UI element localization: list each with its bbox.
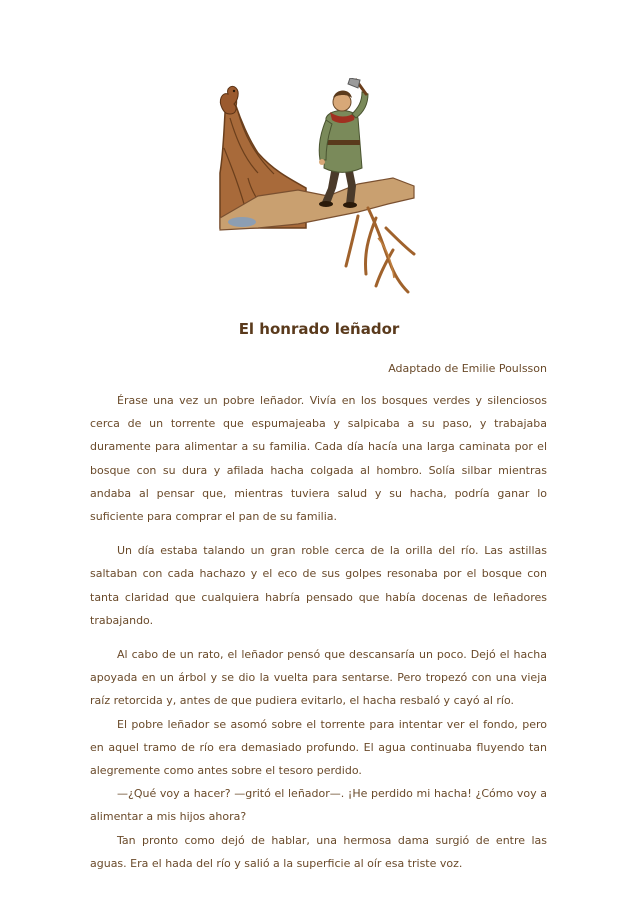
woodcutter-illustration (218, 78, 418, 303)
paragraph: —¿Qué voy a hacer? —gritó el leñador—. ¡He perdido mi hacha! ¿Cómo voy a alimentar a mis hijos ahora? (90, 787, 547, 824)
paragraph: El pobre leñador se asomó sobre el torrente para intentar ver el fondo, pero en aquel tramo de río era demasiado profundo. El agua continuaba fluyendo tan alegremente como antes sobre el tesoro perdido. (90, 717, 547, 778)
paragraph: Érase una vez un pobre leñador. Vivía en los bosques verdes y silenciosos cerca de un torrente que espumajeaba y salpicaba a su paso, y trabajaba duramente para alimentar a su familia. Cada día hacía una larga caminata por el bosque con su dura y afilada hacha colgada al hombro. Solía silbar mientras andaba al pensar que, mientras tuviera salud y su hacha, podría ganar lo suficiente para comprar el pan de su familia. (90, 394, 547, 524)
paragraph: Un día estaba talando un gran roble cerca de la orilla del río. Las astillas saltaban con cada hachazo y el eco de sus golpes resonaba por el bosque con tanta claridad que cualquiera habría pensado que había docenas de leñadores trabajando. (90, 544, 547, 627)
story-title: El honrado leñador (238, 320, 400, 338)
story-body (90, 389, 547, 875)
paragraph: Al cabo de un rato, el leñador pensó que descansaría un poco. Dejó el hacha apoyada en un árbol y se dio la vuelta para sentarse. Pero tropezó con una vieja raíz retorcida y, antes de que pudiera evitarlo, el hacha resbaló y cayó al río. (90, 648, 547, 708)
author-attribution: Adaptado de Emilie Poulsson (388, 362, 547, 375)
paragraph: Tan pronto como dejó de hablar, una hermosa dama surgió de entre las aguas. Era el hada del río y salió a la superficie al oír esa triste voz. (90, 833, 547, 870)
